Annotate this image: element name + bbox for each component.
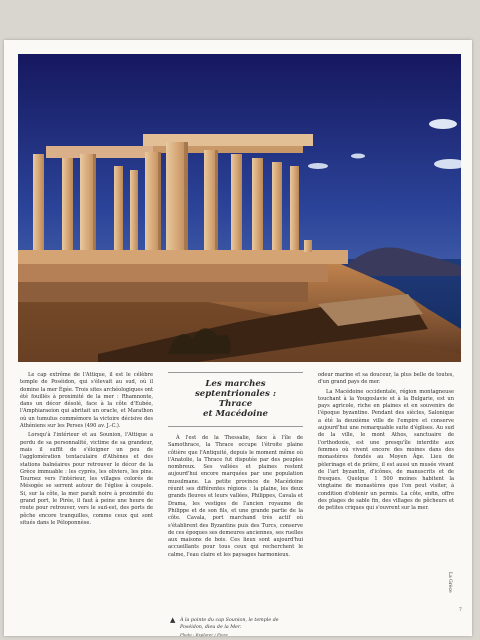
- column-left: [20, 372, 153, 529]
- heading-line: septentrionales :: [194, 389, 277, 399]
- paragraph: La Macédoine occidentale, région montagneuse touchant à la Yougoslavie et à la Bulgarie, est un pays agricole, riche en plaines et en souvenirs de l'époque byzantine. Pendant des siècles, Salonique a été la deuxième ville de l'empire et conserve aujourd'hui une remarquable suite d'églises. Au sud de la ville, le mont Athos, sanctuaire de l'orthodoxie, est une presqu'île interdite aux femmes où vivent encore des moines dans des monastères fondés au Moyen Âge. Lieu de pèlerinage et de prière, il est aussi un musée vivant de l'art byzantin, d'icônes, de manuscrits et de fresques. Quelque 1 500 moines habitent la vingtaine de monastères que l'on peut visiter, à condition d'obtenir un permis. La côte, enfin, offre des plages de sable fin, des villages de pêcheurs et de petites criques qui s'ouvrent sur la mer.: [318, 388, 454, 512]
- photo-credit: Photo : Explorer / Fiore: [180, 632, 228, 638]
- temple-of-poseidon-image: [18, 54, 461, 362]
- temple-photo: [18, 54, 461, 362]
- paragraph: Lorsqu'à l'intérieur et au Sounion, l'Attique a perdu de sa personnalité, victime de sa grandeur, mais il suffit de s'éloigner un peu de l'agglomération tentaculaire d'Athènes et des stations balnéaires pour retrouver le décor de la Grèce immuable : les cyprès, les oliviers, les pins. Tournez vers l'intérieur, les villages colorés de Mésogée se serrent autour de l'église à coupole. Si, sur la côte, la mer paraît noire à proximité du grand port, le Pirée, il faut à peine une heure de route pour retrouver, vers le sud-est, des ports de pêche encore tranquilles, comme ceux qui sont situés dans le Péloponnèse.: [20, 432, 153, 526]
- triangle-up-icon: ▲: [170, 616, 176, 624]
- page-number: 7: [459, 608, 462, 613]
- column-right: [318, 372, 454, 515]
- heading-line: Thrace: [218, 399, 253, 409]
- column-middle: [168, 372, 303, 561]
- paragraph: À l'est de la Thessalie, face à l'île de Samothrace, la Thrace occupe l'étroite plaine côtière que l'Antiquité, depuis le moment même où l'Anatolie, la Thrace fut disputée par des peuples nombreux. Ses vallées et plaines restent aujourd'hui encore marquées par une population musulmane. La petite province de Macédoine réunit ses différentes régions : la plaine, les deux grands fleuves et leurs vallées, Philippes, Cavala et Drama, les vestiges de l'ancien royaume de Philippe et de son fils, et une grande partie de la côte. Cavala, port marchand très actif où s'établirent des Byzantins puis des Turcs, conserve de ces époques ses demeures anciennes, ses ruelles aux maisons de bois. Ces lieux sont aujourd'hui accueillants pour tous ceux qui recherchent le calme, l'eau claire et les paysages harmonieux.: [168, 435, 303, 558]
- heading-line: Les marches: [205, 379, 266, 389]
- heading-line: et Macédoine: [203, 409, 268, 419]
- running-section-label: La Grèce: [447, 572, 452, 593]
- section-heading: [168, 372, 303, 427]
- photo-caption: [170, 616, 300, 639]
- paragraph: odeur marine et sa douceur, la plus belle de toutes, d'un grand pays de mer.: [318, 372, 454, 386]
- paragraph: Le cap extrême de l'Attique, il est le célèbre temple de Poséidon, qui s'élevait au sud, où il domine la mer Égée. Trois sites archéologiques ont été fouillés à proximité de la mer : Rhamnonte, dans un décor désolé, face à la côte d'Eubée, l'Amphiaraeion qui abritait un oracle, et Marathon où un tumulus commémore la victoire décisive des Athéniens sur les Perses (490 av. J.-C.).: [20, 372, 153, 430]
- caption-text: À la pointe du cap Sounion, le temple de Poséidon, dieu de la Mer.: [180, 618, 279, 630]
- magazine-page: [4, 40, 472, 636]
